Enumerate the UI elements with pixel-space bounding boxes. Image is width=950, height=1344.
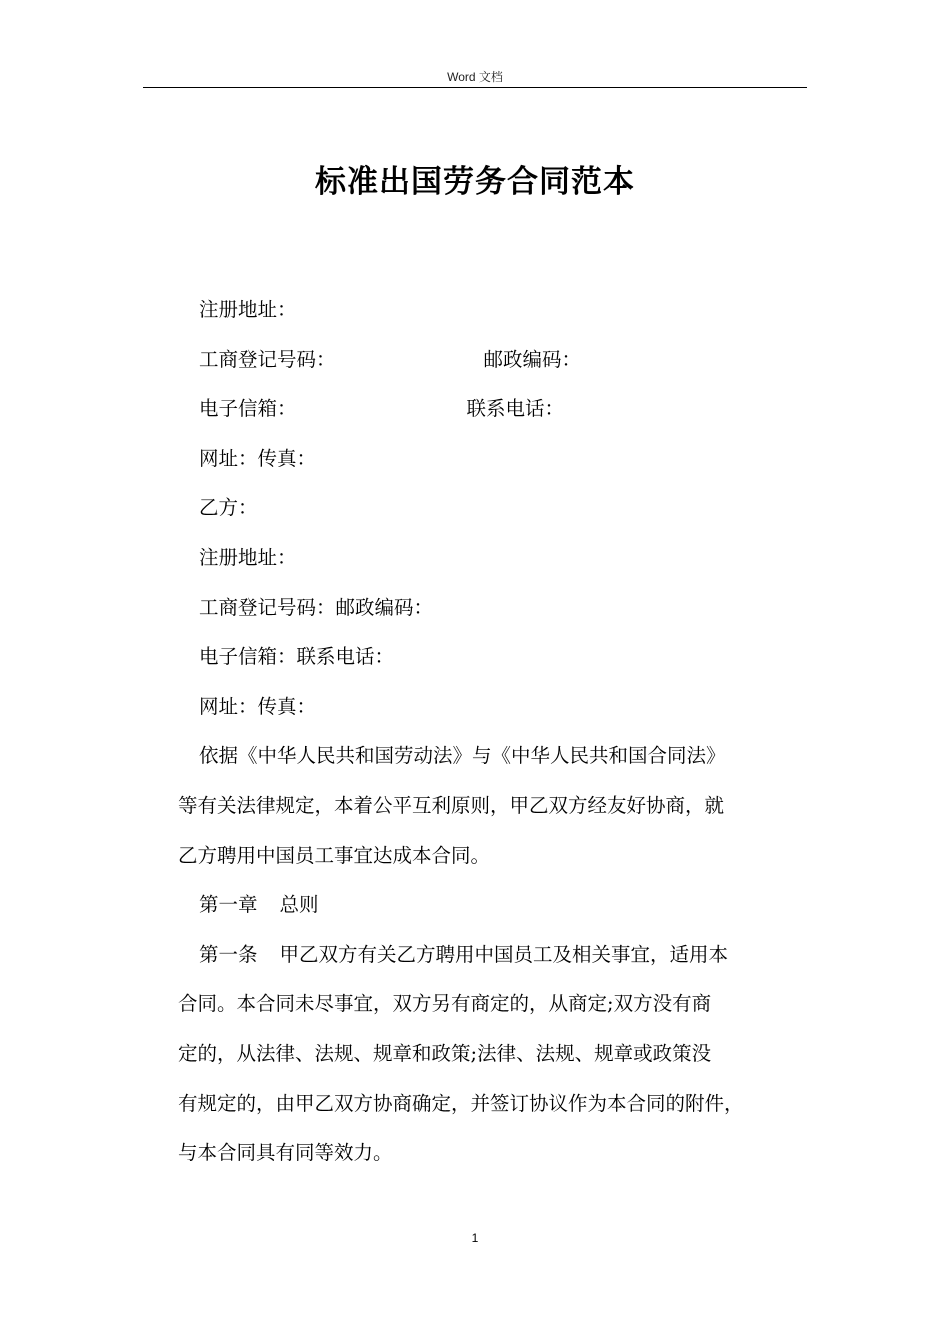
chapter-name: 总则 — [279, 893, 319, 917]
document-title: 标准出国劳务合同范本 — [315, 164, 635, 200]
party-a-phone-label: 联系电话： — [466, 397, 565, 421]
page-number: 1 — [471, 1231, 479, 1245]
article-line: 定的，从法律、法规、规章和政策;法律、法规、规章或政策没 — [178, 1041, 712, 1065]
preamble-line: 等有关法律规定，本着公平互利原则，甲乙双方经友好协商，就 — [178, 793, 725, 817]
party-a-registration-row — [178, 344, 814, 394]
article-text: 甲乙双方有关乙方聘用中国员工及相关事宜，适用本 — [279, 942, 729, 966]
article-line: 合同。本合同未尽事宜，双方另有商定的，从商定;双方没有商 — [178, 992, 712, 1016]
party-a-postcode-label: 邮政编码： — [483, 347, 582, 371]
party-b-label: 乙方： — [199, 496, 258, 520]
header-divider — [143, 87, 807, 88]
party-a-web-fax: 网址：传真： — [199, 446, 317, 470]
article-first-line — [178, 939, 814, 989]
preamble-line: 乙方聘用中国员工事宜达成本合同。 — [178, 843, 491, 867]
article-line: 有规定的，由甲乙双方协商确定，并签订协议作为本合同的附件， — [178, 1091, 744, 1115]
party-a-email-label: 电子信箱： — [199, 397, 297, 421]
article-number: 第一条 — [199, 942, 258, 966]
chapter-number: 第一章 — [199, 893, 258, 917]
party-b-address: 注册地址： — [199, 545, 297, 569]
party-b-registration-row: 工商登记号码：邮政编码： — [199, 595, 434, 619]
preamble-line: 依据《中华人民共和国劳动法》与《中华人民共和国合同法》 — [199, 744, 726, 768]
party-b-web-fax: 网址：传真： — [199, 694, 317, 718]
party-a-address: 注册地址： — [199, 298, 297, 321]
chapter-heading — [178, 889, 814, 939]
article-line: 与本合同具有同等效力。 — [178, 1141, 393, 1165]
party-b-contact-row: 电子信箱：联系电话： — [199, 645, 395, 669]
page-header: Word 文档 — [447, 70, 503, 84]
party-a-reg-no-label: 工商登记号码： — [199, 347, 336, 371]
document-body — [178, 294, 814, 1187]
party-a-contact-row — [178, 393, 814, 443]
